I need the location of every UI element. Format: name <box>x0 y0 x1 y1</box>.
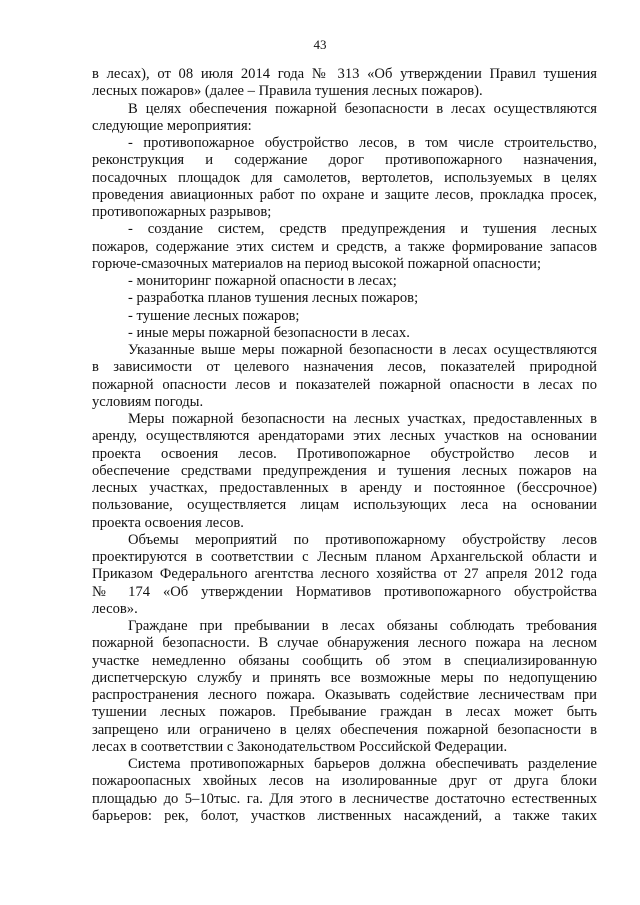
text-line: лесных пожаров» (далее – Правила тушения лесных пожаров). <box>92 83 483 100</box>
paragraph <box>92 290 597 307</box>
text-line: № 174 «Об утверждении Нормативов противопожарного обустройства <box>92 583 597 600</box>
text-line: участке немедленно обязаны сообщить об этом в специализированную <box>92 652 597 669</box>
text-line: Система противопожарных барьеров должна обеспечивать разделение <box>128 756 597 772</box>
paragraph <box>92 66 597 101</box>
text-line: в зависимости от целевого назначения лесов, показателей природной <box>92 359 597 376</box>
paragraph <box>92 273 597 290</box>
text-line: условиям погоды. <box>92 393 204 410</box>
text-line: следующие мероприятия: <box>92 117 252 134</box>
paragraph <box>92 342 597 411</box>
text-line: противопожарных разрывов; <box>92 204 272 220</box>
text-line: - иные меры пожарной безопасности в лесах. <box>128 324 410 341</box>
text-line: лесах в соответствии с Законодательством Российской Федерации. <box>92 738 508 755</box>
text-line: пожарной опасности лесов и показателей пожарной опасности в лесах по <box>92 376 597 393</box>
paragraph <box>92 325 597 342</box>
text-line: Указанные выше меры пожарной безопасности в лесах осуществляются <box>128 342 597 358</box>
text-line: - противопожарное обустройство лесов, в том числе строительство, <box>128 135 597 151</box>
text-line: диспетчерскую службу и принять все возможные меры по недопущению <box>92 669 597 686</box>
page-number: 43 <box>313 37 327 52</box>
paragraph <box>92 308 597 325</box>
text-line: - тушение лесных пожаров; <box>128 307 300 324</box>
text-line: горюче-смазочных материалов на период высокой пожарной опасности; <box>92 255 542 272</box>
text-line: в лесах), от 08 июля 2014 года № 313 «Об утверждении Правил тушения <box>92 66 597 82</box>
paragraph <box>92 756 597 825</box>
paragraph <box>92 221 597 273</box>
paragraph <box>92 101 597 136</box>
text-line: проектируются в соответствии с Лесным планом Архангельской области и <box>92 549 597 565</box>
text-line: пожарной безопасности. В случае обнаружения лесного пожара на лесном <box>92 635 597 652</box>
text-line: лесных участках, предоставленных в аренду и постоянное (бессрочное) <box>92 480 597 496</box>
text-line: аренду, осуществляются арендаторами этих лесных участков на основании <box>92 428 597 445</box>
text-line: В целях обеспечения пожарной безопасности в лесах осуществляются <box>128 100 597 117</box>
text-line: Приказом Федерального агентства лесного хозяйства от 27 апреля 2012 года <box>92 566 597 583</box>
text-line: проекта освоения лесов. <box>92 514 244 531</box>
text-line: распространения лесного пожара. Оказывать содействие лесничествам при <box>92 687 597 703</box>
paragraph <box>92 135 597 221</box>
text-line: посадочных площадок для самолетов, вертолетов, используемых в целях <box>92 169 597 186</box>
text-line: проведения авиационных работ по охране и защите лесов, прокладка просек, <box>92 186 597 203</box>
text-line: - разработка планов тушения лесных пожаров; <box>128 290 419 307</box>
text-line: - создание систем, средств предупреждения и тушения лесных <box>128 221 597 238</box>
paragraph <box>92 532 597 618</box>
document-body <box>92 66 597 825</box>
text-line: проекта освоения лесов. Противопожарное обустройство лесов и <box>92 445 597 462</box>
text-line: - мониторинг пожарной опасности в лесах; <box>128 273 397 289</box>
text-line: лесов». <box>92 600 138 617</box>
paragraph <box>92 618 597 756</box>
text-line: реконструкция и содержание дорог противопожарного назначения, <box>92 152 597 169</box>
text-line: барьеров: рек, болот, участков лиственных насаждений, а также таких <box>92 807 597 824</box>
paragraph <box>92 411 597 532</box>
text-line: запрещено или ограничено в целях обеспечения пожарной безопасности в <box>92 721 597 738</box>
text-line: пожаров, содержание этих систем и средств, а также формирование запасов <box>92 238 597 255</box>
text-line: Объемы мероприятий по противопожарному обустройству лесов <box>128 531 597 548</box>
text-line: пожароопасных хвойных лесов на изолированные друг от друга блоки <box>92 773 597 790</box>
text-line: тушении лесных пожаров. Пребывание граждан в лесах может быть <box>92 704 597 721</box>
text-line: пользование, осуществляется лицам использующих леса на основании <box>92 497 597 514</box>
text-line: Меры пожарной безопасности на лесных участках, предоставленных в <box>128 411 597 427</box>
text-line: Граждане при пребывании в лесах обязаны соблюдать требования <box>128 618 597 634</box>
text-line: площадью до 5–10тыс. га. Для этого в лесничестве достаточно естественных <box>92 790 597 807</box>
text-line: обеспечение средствами предупреждения и тушения лесных пожаров на <box>92 462 597 479</box>
